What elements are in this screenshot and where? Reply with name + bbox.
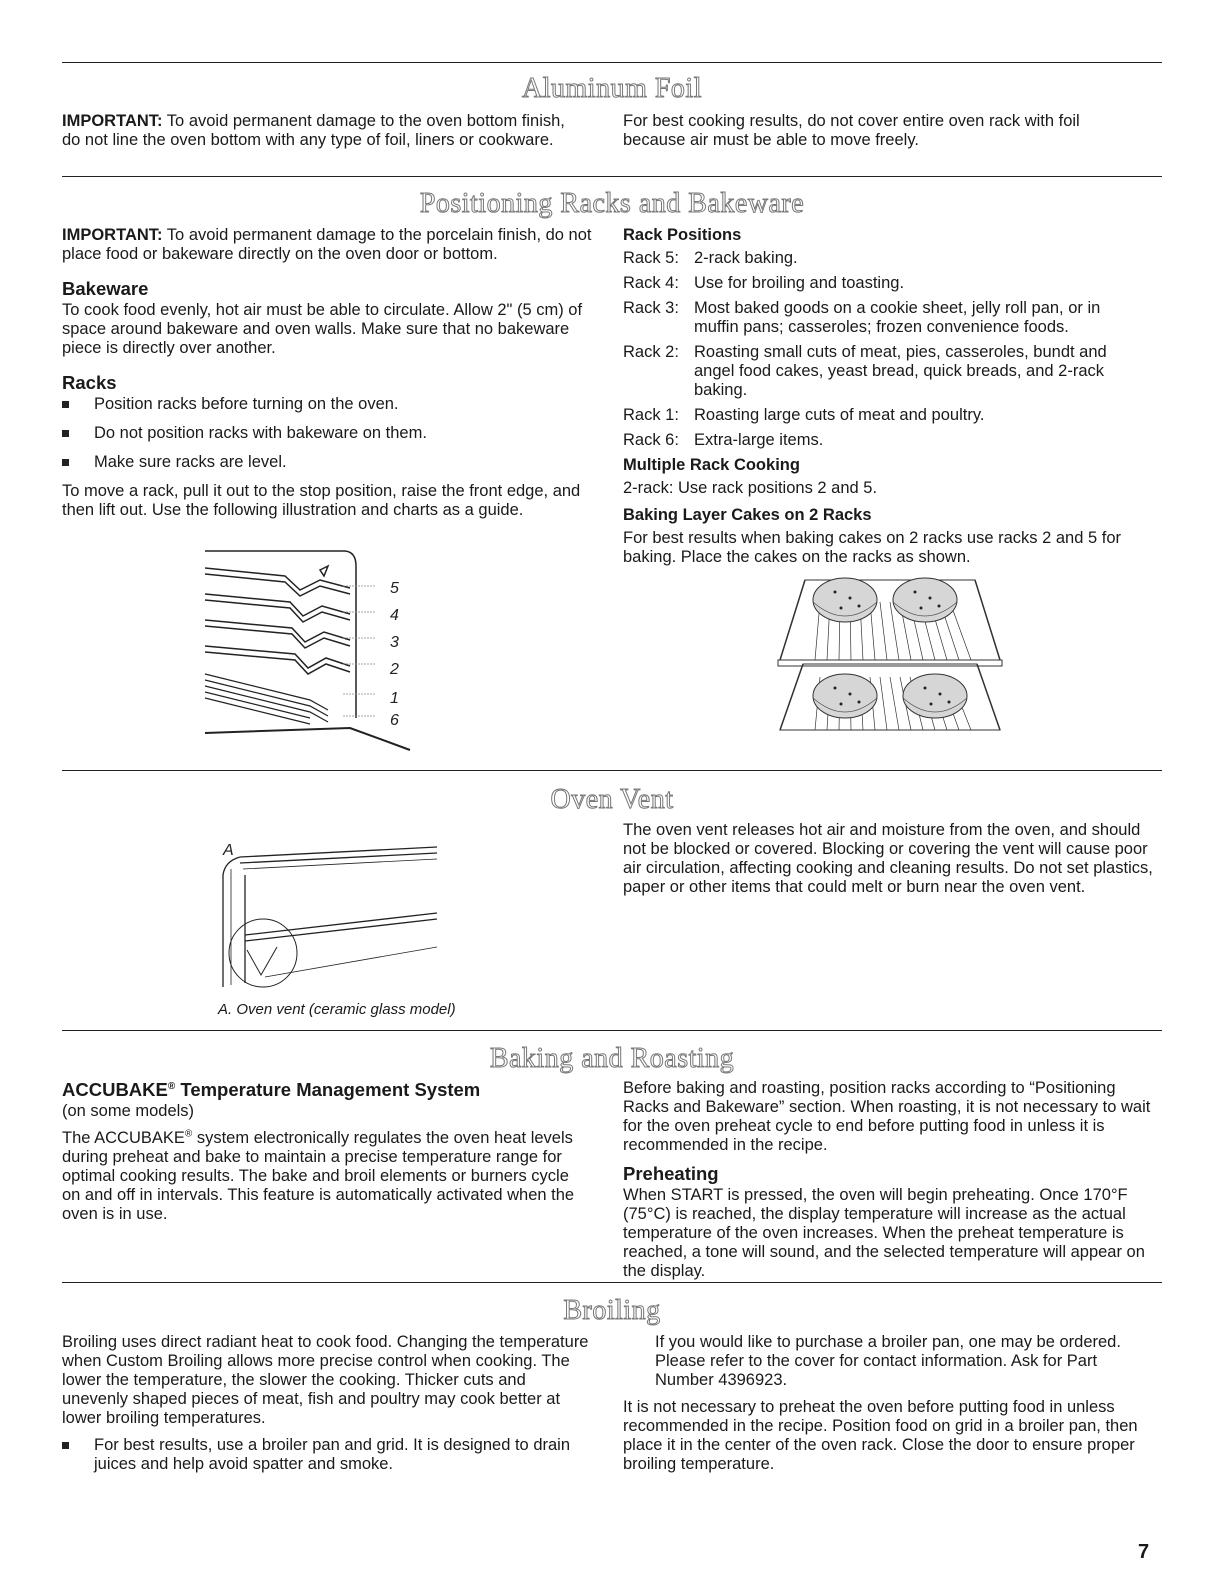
section-rule	[62, 62, 1162, 63]
bakeware-heading: Bakeware	[62, 278, 149, 299]
rack-description: 2-rack baking.	[694, 249, 798, 267]
list-item	[623, 299, 1143, 337]
rack-label: Rack 4:	[623, 274, 679, 292]
rack-number-label: 5	[390, 580, 399, 597]
rack-label: Rack 5:	[623, 249, 679, 267]
broiling-left	[62, 1333, 592, 1484]
registered-mark: ®	[184, 1128, 193, 1140]
broiling-right-text-2: It is not necessary to preheat the oven before putting food in unless recommended in the recipe. Position food on grid in a broiler pan, then place it in the center of the oven rack. Close the door to ensure proper broiling temperature.	[623, 1398, 1138, 1473]
layer-cakes-heading: Baking Layer Cakes on 2 Racks	[623, 506, 872, 524]
multiple-rack-heading: Multiple Rack Cooking	[623, 456, 800, 474]
section-rule	[62, 770, 1162, 771]
page-number: 7	[1138, 1541, 1150, 1563]
important-text: To avoid permanent damage to the oven bottom finish, do not line the oven bottom with any type of foil, liners or cookware.	[62, 112, 565, 149]
baking-right	[623, 1079, 1153, 1289]
accubake-text-start: The ACCUBAKE	[62, 1129, 185, 1147]
rack-description: Most baked goods on a cookie sheet, jelly roll pan, or in muffin pans; casseroles; frozen convenience foods.	[694, 299, 1101, 336]
section-title-oven-vent: Oven Vent	[550, 784, 674, 815]
aluminum-left	[62, 112, 582, 158]
oven-vent-text: The oven vent releases hot air and moisture from the oven, and should not be blocked or covered. Blocking or covering the vent will cause poor air circulation, affecting cooking and cleaning results. Do not set plastics, paper or other items that could melt or burn near the oven vent.	[623, 821, 1153, 896]
rack-description: Use for broiling and toasting.	[694, 274, 905, 292]
section-rule	[62, 1030, 1162, 1031]
section-title-positioning: Positioning Racks and Bakeware	[419, 188, 805, 219]
list-item	[623, 431, 1143, 450]
list-item	[623, 249, 1143, 268]
rack-label: Rack 1:	[623, 406, 679, 424]
oven-vent-right	[623, 821, 1153, 905]
rack-number-label: 1	[390, 690, 399, 707]
accubake-heading	[62, 1079, 587, 1100]
broiling-right-text-1: If you would like to purchase a broiler pan, one may be ordered. Please refer to the cover for contact information. Ask for Part Number 4396923.	[655, 1333, 1121, 1389]
bakeware-text: To cook food evenly, hot air must be able to circulate. Allow 2" (5 cm) of space around bakeware and oven walls. Make sure that no bakeware piece is directly over another.	[62, 301, 583, 357]
oven-vent-caption: A. Oven vent (ceramic glass model)	[218, 1001, 456, 1018]
rack-description: Roasting large cuts of meat and poultry.	[694, 406, 985, 424]
layer-cakes-text: For best results when baking cakes on 2 racks use racks 2 and 5 for baking. Place the cakes on the racks as shown.	[623, 529, 1121, 566]
rack-label: Rack 2:	[623, 343, 679, 361]
positioning-left	[62, 226, 597, 528]
aluminum-right-text: For best cooking results, do not cover entire oven rack with foil because air must be able to move freely.	[623, 112, 1080, 149]
multiple-rack-text: 2-rack: Use rack positions 2 and 5.	[623, 479, 878, 497]
section-rule	[62, 1282, 1162, 1283]
aluminum-right	[623, 112, 1143, 158]
broiling-left-text: Broiling uses direct radiant heat to cook food. Changing the temperature when Custom Broiling allows more precise control when cooking. The lower the temperature, the slower the cooking. Thicker cuts and unevenly shaped pieces of meat, fish and poultry may cook better at lower broiling temperatures.	[62, 1333, 589, 1427]
rack-description: Roasting small cuts of meat, pies, casseroles, bundt and angel food cakes, yeast bread, quick breads, and 2-rack baking.	[694, 343, 1107, 399]
racks-heading: Racks	[62, 372, 117, 393]
list-item: For best results, use a broiler pan and grid. It is designed to drain juices and help avoid spatter and smoke.	[62, 1436, 592, 1474]
list-item: Make sure racks are level.	[62, 453, 597, 472]
list-item: Position racks before turning on the oven.	[62, 395, 597, 414]
on-some-models: (on some models)	[62, 1102, 195, 1120]
rack-number-label: 3	[390, 634, 399, 651]
list-item	[623, 406, 1143, 425]
section-title-aluminum-foil: Aluminum Foil	[522, 73, 702, 104]
important-text: To avoid permanent damage to the porcelain finish, do not place food or bakeware directly on the oven door or bottom.	[62, 226, 592, 263]
accubake-heading-rest: Temperature Management System	[175, 1079, 481, 1100]
list-item	[623, 343, 1143, 400]
important-label: IMPORTANT:	[62, 112, 163, 130]
cakes-on-racks-illustration	[775, 572, 1005, 737]
preheating-heading: Preheating	[623, 1163, 719, 1184]
important-label: IMPORTANT:	[62, 226, 163, 244]
rack-number-label: 2	[390, 661, 399, 678]
accubake-heading-text: ACCUBAKE	[62, 1079, 168, 1100]
rack-number-label: 6	[390, 712, 399, 729]
registered-mark: ®	[167, 1080, 176, 1092]
baking-right-text: Before baking and roasting, position racks according to “Positioning Racks and Bakeware” section. When roasting, it is not necessary to wait for the oven preheat cycle to end before putting food in unless it is recommended in the recipe.	[623, 1079, 1151, 1154]
move-rack-text: To move a rack, pull it out to the stop position, raise the front edge, and then lift out. Use the following illustration and charts as a guide.	[62, 482, 581, 519]
section-title-baking-roasting: Baking and Roasting	[489, 1043, 735, 1074]
baking-left	[62, 1079, 587, 1232]
rack-positions-heading: Rack Positions	[623, 226, 742, 244]
list-item	[623, 274, 1143, 293]
rack-label: Rack 6:	[623, 431, 679, 449]
broiling-list	[62, 1436, 592, 1474]
rack-positions-list	[623, 249, 1143, 450]
list-item: Do not position racks with bakeware on them.	[62, 424, 597, 443]
rack-description: Extra-large items.	[694, 431, 824, 449]
positioning-right	[623, 226, 1143, 575]
preheating-text: When START is pressed, the oven will begin preheating. Once 170°F (75°C) is reached, the display temperature will increase as the actual temperature of the oven increases. When the preheat temperature is reached, a tone will sound, and the selected temperature will appear on the display.	[623, 1186, 1145, 1280]
broiling-right	[623, 1333, 1153, 1482]
vent-label-a: A	[223, 842, 234, 859]
racks-list	[62, 395, 597, 472]
rack-label: Rack 3:	[623, 299, 679, 317]
section-title-broiling: Broiling	[563, 1295, 661, 1326]
accubake-text	[62, 1129, 587, 1224]
rack-number-label: 4	[390, 607, 399, 624]
rack-positions-illustration	[200, 548, 440, 758]
section-rule	[62, 176, 1162, 177]
accubake-text-rest: system electronically regulates the oven heat levels during preheat and bake to maintain a precise temperature range for optimal cooking results. The bake and broil elements or burners cycle on and off in intervals. This feature is automatically activated when the oven is in use.	[62, 1129, 575, 1223]
oven-vent-illustration	[205, 835, 450, 995]
